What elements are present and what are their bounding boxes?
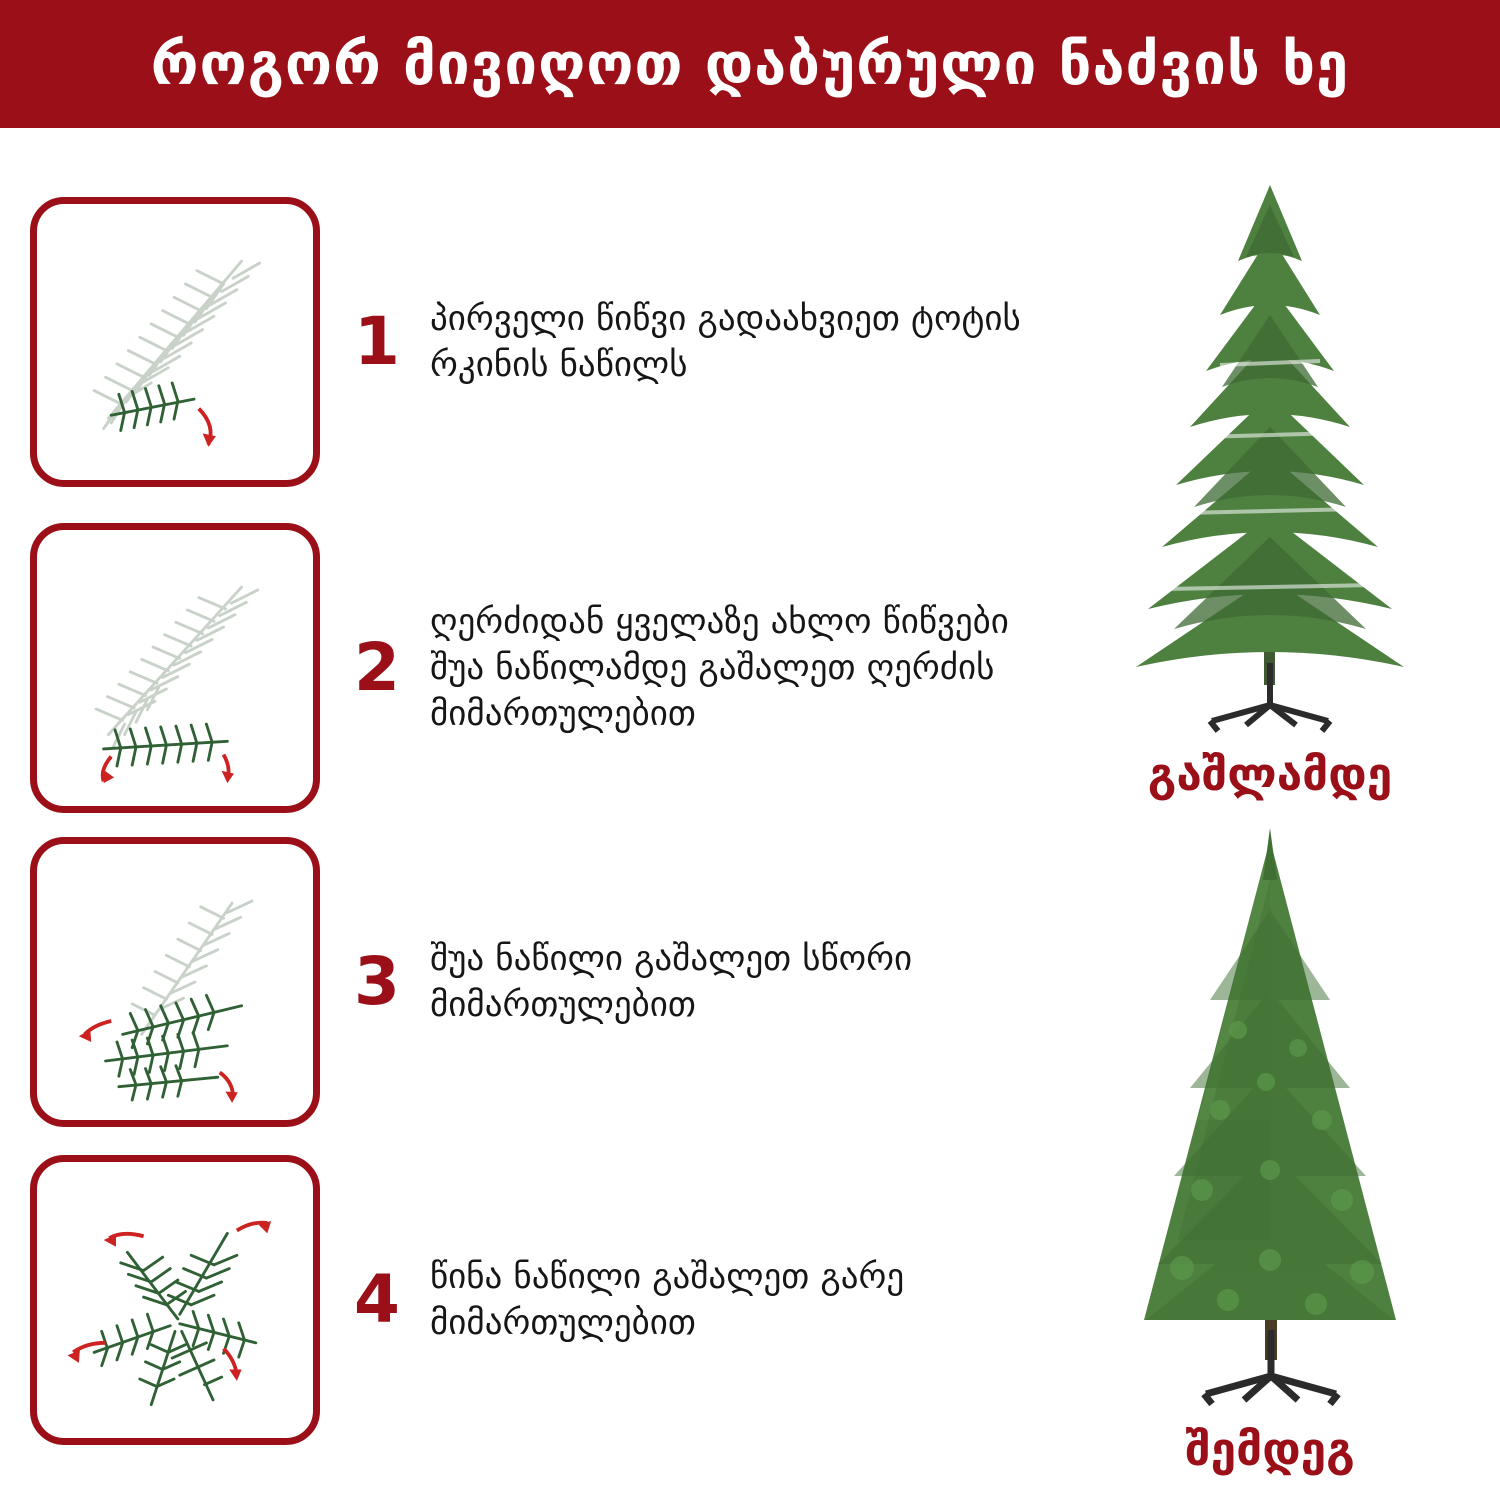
branch-step-1-icon [37,204,313,480]
step-1-number: 1 [354,303,400,380]
list-item [0,1150,1090,1450]
branch-step-3-icon [37,844,313,1120]
step-1-thumbnail [30,197,320,487]
tree-before-photo [1060,165,1480,801]
step-2-text: ღერძიდან ყველაზე ახლო წიწვები შუა ნაწილამდე გაშალეთ ღერძის მიმართულებით [430,601,1009,735]
tree-after-photo [1060,820,1480,1476]
step-2-number: 2 [354,629,400,706]
branch-step-4-icon [37,1162,313,1438]
step-3-thumbnail [30,837,320,1127]
steps-list [0,160,1090,1480]
step-3-number: 3 [354,943,400,1020]
step-3-text: შუა ნაწილი გაშალეთ სწორი მიმართულებით [430,938,913,1025]
page-title: როგორ მივიღოთ დაბურული ნაძვის ხე [150,30,1350,98]
full-tree-icon [1070,820,1470,1420]
step-2-thumbnail [30,523,320,813]
tree-before-caption: გაშლამდე [1147,747,1393,801]
step-4-thumbnail [30,1155,320,1445]
list-item [0,832,1090,1132]
tree-after-caption: შემდეგ [1185,1422,1355,1476]
branch-step-2-icon [37,530,313,806]
list-item [0,518,1090,818]
step-4-text: წინა ნაწილი გაშალეთ გარე მიმართულებით [430,1256,905,1343]
header-bar [0,0,1500,128]
step-1-text: პირველი წიწვი გადაახვიეთ ტოტის რკინის ნაწილს [430,298,1021,385]
list-item [0,182,1090,502]
step-4-number: 4 [354,1261,400,1338]
sparse-tree-icon [1070,165,1470,745]
